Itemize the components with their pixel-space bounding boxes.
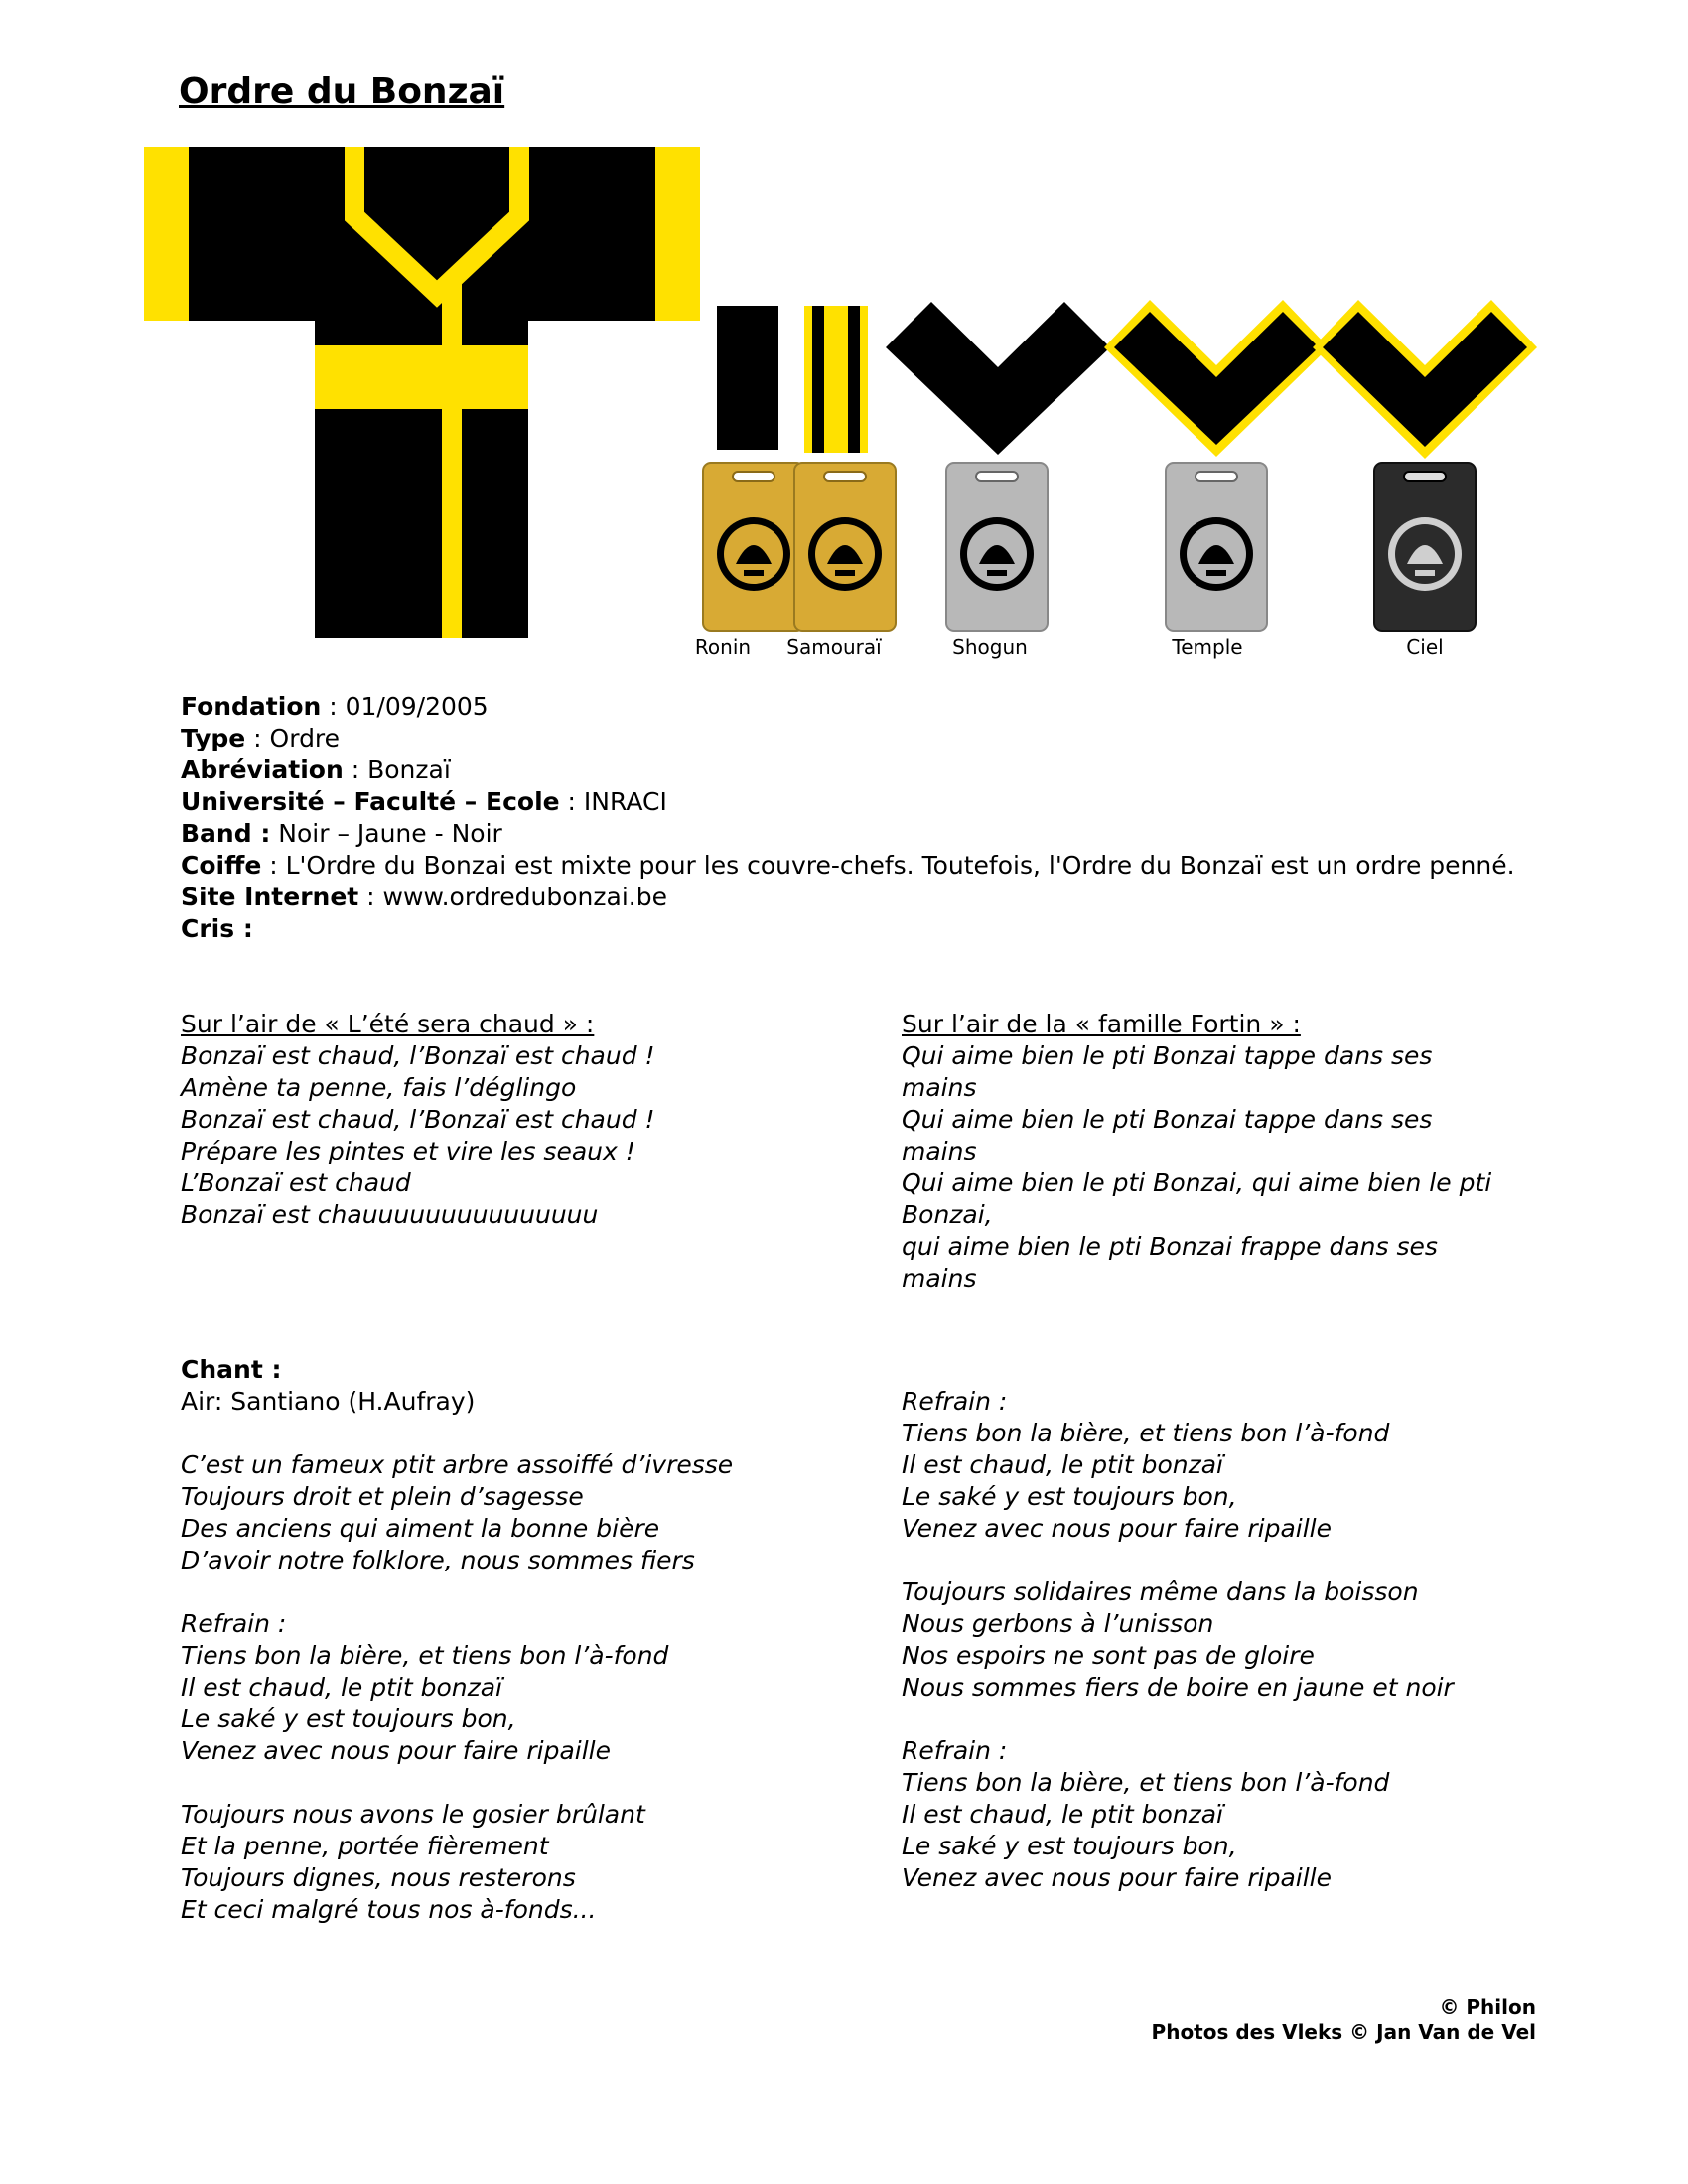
cri2-line: Qui aime bien le pti Bonzai tappe dans ses: [902, 1041, 1433, 1070]
cri2-line: qui aime bien le pti Bonzai frappe dans ses: [902, 1232, 1438, 1261]
cri1-line: Bonzaï est chauuuuuuuuuuuuuuu: [181, 1200, 599, 1229]
chant-line: Des anciens qui aiment la bonne bière: [181, 1514, 660, 1543]
robe-illustration: [144, 147, 700, 638]
chant-line: Le saké y est toujours bon,: [902, 1482, 1237, 1511]
grade-insignia: [695, 298, 1539, 635]
grade-label-ronin: Ronin: [694, 635, 752, 659]
cri-ete-sera-chaud: [181, 1009, 856, 1231]
chant-line: Le saké y est toujours bon,: [902, 1832, 1237, 1860]
chant-line: Le saké y est toujours bon,: [181, 1705, 516, 1733]
cri1-line: L’Bonzaï est chaud: [181, 1168, 411, 1197]
info-band: Band : Noir – Jaune - Noir: [181, 819, 502, 848]
chant-spacer: [181, 1418, 856, 1449]
grade-label-temple: Temple: [1172, 635, 1243, 659]
chevron-ciel: [1313, 300, 1537, 459]
chant-line: Refrain :: [902, 1736, 1008, 1765]
chant-line: Tiens bon la bière, et tiens bon l’à-fond: [181, 1641, 669, 1670]
chant-line: Refrain :: [902, 1387, 1008, 1416]
robe-front-line: [442, 282, 462, 638]
chant-line: D’avoir notre folklore, nous sommes fiers: [181, 1546, 695, 1574]
chant-heading: Chant :: [181, 1355, 282, 1384]
cri2-line: mains: [902, 1137, 977, 1165]
info-fondation: Fondation : 01/09/2005: [181, 692, 489, 721]
robe-belt: [315, 345, 528, 409]
chant-air: Air: Santiano (H.Aufray): [181, 1387, 476, 1416]
cri1-line: Prépare les pintes et vire les seaux !: [181, 1137, 635, 1165]
chant-line: Et la penne, portée fièrement: [181, 1832, 549, 1860]
cri-famille-fortin: [902, 1009, 1577, 1295]
medal-temple: [1166, 463, 1267, 631]
medal-samourai: [794, 463, 896, 631]
chant-line: Toujours solidaires même dans la boisson: [902, 1577, 1419, 1606]
grade-label-shogun: Shogun: [952, 635, 1028, 659]
chant-line: Refrain :: [181, 1609, 287, 1638]
ribbon-samourai: [804, 306, 868, 453]
chant-line: Nos espoirs ne sont pas de gloire: [902, 1641, 1315, 1670]
medal-ciel: [1374, 463, 1476, 631]
medal-shogun: [946, 463, 1048, 631]
chant-line: Venez avec nous pour faire ripaille: [181, 1736, 611, 1765]
cri1-line: Bonzaï est chaud, l’Bonzaï est chaud !: [181, 1041, 655, 1070]
cri2-line: Qui aime bien le pti Bonzai, qui aime bien le pti: [902, 1168, 1492, 1197]
chant-line: Toujours nous avons le gosier brûlant: [181, 1800, 645, 1829]
chant-right-column: [902, 1386, 1577, 1894]
info-block: [181, 691, 1536, 945]
chant-line: Tiens bon la bière, et tiens bon l’à-fond: [902, 1768, 1390, 1797]
robe-left-sleeve-stripe: [144, 147, 189, 321]
chant-line: Venez avec nous pour faire ripaille: [902, 1514, 1332, 1543]
cri2-heading: Sur l’air de la « famille Fortin » :: [902, 1010, 1301, 1038]
chant-line: Toujours droit et plein d’sagesse: [181, 1482, 584, 1511]
credits: [1152, 1995, 1536, 2045]
cri1-heading: Sur l’air de « L’été sera chaud » :: [181, 1010, 595, 1038]
credit-author: © Philon: [1439, 1995, 1536, 2019]
info-cris: Cris :: [181, 914, 253, 943]
page-title: Ordre du Bonzaï: [179, 71, 505, 112]
chant-line: Il est chaud, le ptit bonzaï: [902, 1450, 1223, 1479]
info-universite: Université – Faculté – Ecole : INRACI: [181, 787, 667, 816]
cri2-line: Qui aime bien le pti Bonzai tappe dans ses: [902, 1105, 1433, 1134]
cri2-line: mains: [902, 1264, 977, 1293]
chant-line: Et ceci malgré tous nos à-fonds...: [181, 1895, 597, 1924]
chant-line: Nous gerbons à l’unisson: [902, 1609, 1214, 1638]
chevron-temple: [1104, 300, 1329, 457]
info-type: Type : Ordre: [181, 724, 341, 752]
chant-line: Venez avec nous pour faire ripaille: [902, 1863, 1332, 1892]
cri2-line: Bonzai,: [902, 1200, 993, 1229]
chant-line: Il est chaud, le ptit bonzaï: [181, 1673, 502, 1702]
chant-line: Nous sommes fiers de boire en jaune et noir: [902, 1673, 1454, 1702]
cri1-line: Bonzaï est chaud, l’Bonzaï est chaud !: [181, 1105, 655, 1134]
chant-line: [181, 1576, 856, 1608]
ribbon-ronin: [717, 306, 778, 450]
chant-line: Il est chaud, le ptit bonzaï: [902, 1800, 1223, 1829]
chant-line: Tiens bon la bière, et tiens bon l’à-fond: [902, 1419, 1390, 1447]
robe-right-sleeve-stripe: [655, 147, 700, 321]
info-site: Site Internet : www.ordredubonzai.be: [181, 883, 667, 911]
chant-line: Toujours dignes, nous resterons: [181, 1863, 576, 1892]
chant-line: [902, 1545, 1577, 1576]
chant-left-column: [181, 1354, 856, 1926]
grade-label-ciel: Ciel: [1406, 635, 1444, 659]
credit-photos: Photos des Vleks © Jan Van de Vel: [1151, 2020, 1536, 2044]
info-abreviation: Abréviation : Bonzaï: [181, 755, 451, 784]
cri1-line: Amène ta penne, fais l’déglingo: [181, 1073, 577, 1102]
info-coiffe: Coiffe : L'Ordre du Bonzai est mixte pour les couvre-chefs. Toutefois, l'Ordre du Bonzaï est un ordre penné.: [181, 851, 1515, 880]
chevron-shogun: [886, 302, 1110, 455]
chant-line: [181, 1767, 856, 1799]
chant-line: [902, 1704, 1577, 1735]
grade-label-samourai: Samouraï: [786, 635, 882, 659]
medal-ronin: [703, 463, 804, 631]
chant-line: C’est un fameux ptit arbre assoiffé d’ivresse: [181, 1450, 734, 1479]
cri2-line: mains: [902, 1073, 977, 1102]
